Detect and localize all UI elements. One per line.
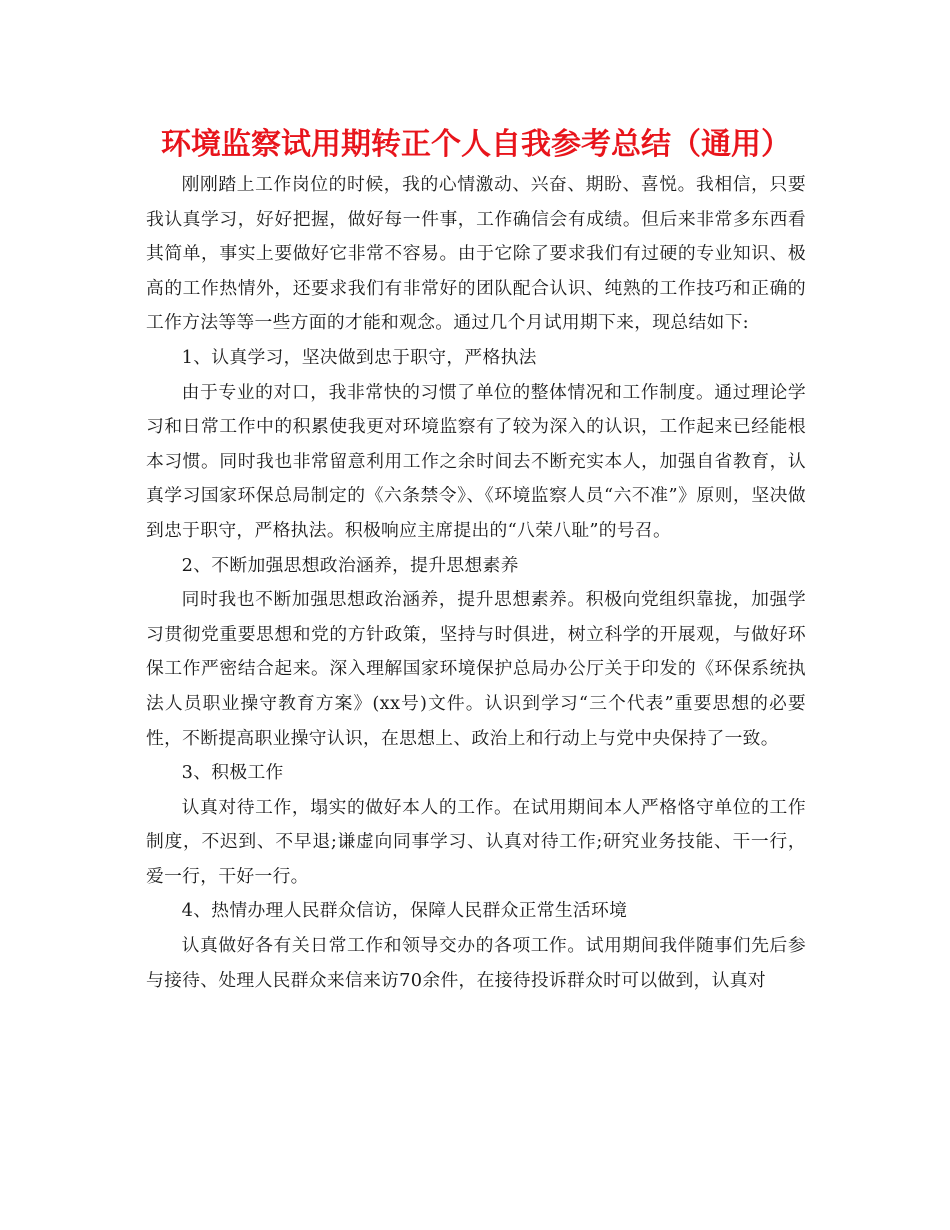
section-2-heading: 2、不断加强思想政治涵养，提升思想素养	[181, 554, 519, 576]
section-1-body: 由于专业的对口，我非常快的习惯了单位的整体情况和工作制度。通过理论学习和日常工作中的积累使我更对环境监察有了较为深入的认识，工作起来已经能根本习惯。同时我也非常留意利用工作之余时间去不断充实本人，加强自省教育，认真学习国家环保总局制定的《六条禁令》、《环境监察人员“六不准”》原则，坚决做到忠于职守，严格执法。积极响应主席提出的“八荣八耻”的号召。	[146, 381, 806, 541]
intro-paragraph: 刚刚踏上工作岗位的时候，我的心情激动、兴奋、期盼、喜悦。我相信，只要我认真学习，好好把握，做好每一件事，工作确信会有成绩。但后来非常多东西看其简单，事实上要做好它非常不容易。由于它除了要求我们有过硬的专业知识、极高的工作热情外，还要求我们有非常好的团队配合认识、纯熟的工作技巧和正确的工作方法等等一些方面的才能和观念。通过几个月试用期下来，现总结如下:	[146, 174, 806, 334]
section-4-heading: 4、热情办理人民群众信访，保障人民群众正常生活环境	[181, 900, 628, 922]
section-3-body: 认真对待工作，塌实的做好本人的工作。在试用期间本人严格恪守单位的工作制度，不迟到、不早退;谦虚向同事学习、认真对待工作;研究业务技能、干一行，爱一行，干好一行。	[146, 796, 806, 887]
section-3-heading: 3、积极工作	[181, 762, 284, 784]
document-title: 环境监察试用期转正个人自我参考总结（通用）	[161, 127, 791, 162]
section-1-heading: 1、认真学习，坚决做到忠于职守，严格执法	[181, 346, 537, 368]
section-4-body: 认真做好各有关日常工作和领导交办的各项工作。试用期间我伴随事们先后参与接待、处理人民群众来信来访70余件，在接待投诉群众时可以做到，认真对	[146, 935, 806, 991]
document-page	[146, 122, 806, 998]
section-2-body: 同时我也不断加强思想政治涵养，提升思想素养。积极向党组织靠拢，加强学习贯彻党重要思想和党的方针政策，坚持与时俱进，树立科学的开展观，与做好环保工作严密结合起来。深入理解国家环境保护总局办公厅关于印发的《环保系统执法人员职业操守教育方案》(xx号)文件。认识到学习“三个代表”重要思想的必要性，不断提高职业操守认识，在思想上、政治上和行动上与党中央保持了一致。	[146, 589, 806, 749]
